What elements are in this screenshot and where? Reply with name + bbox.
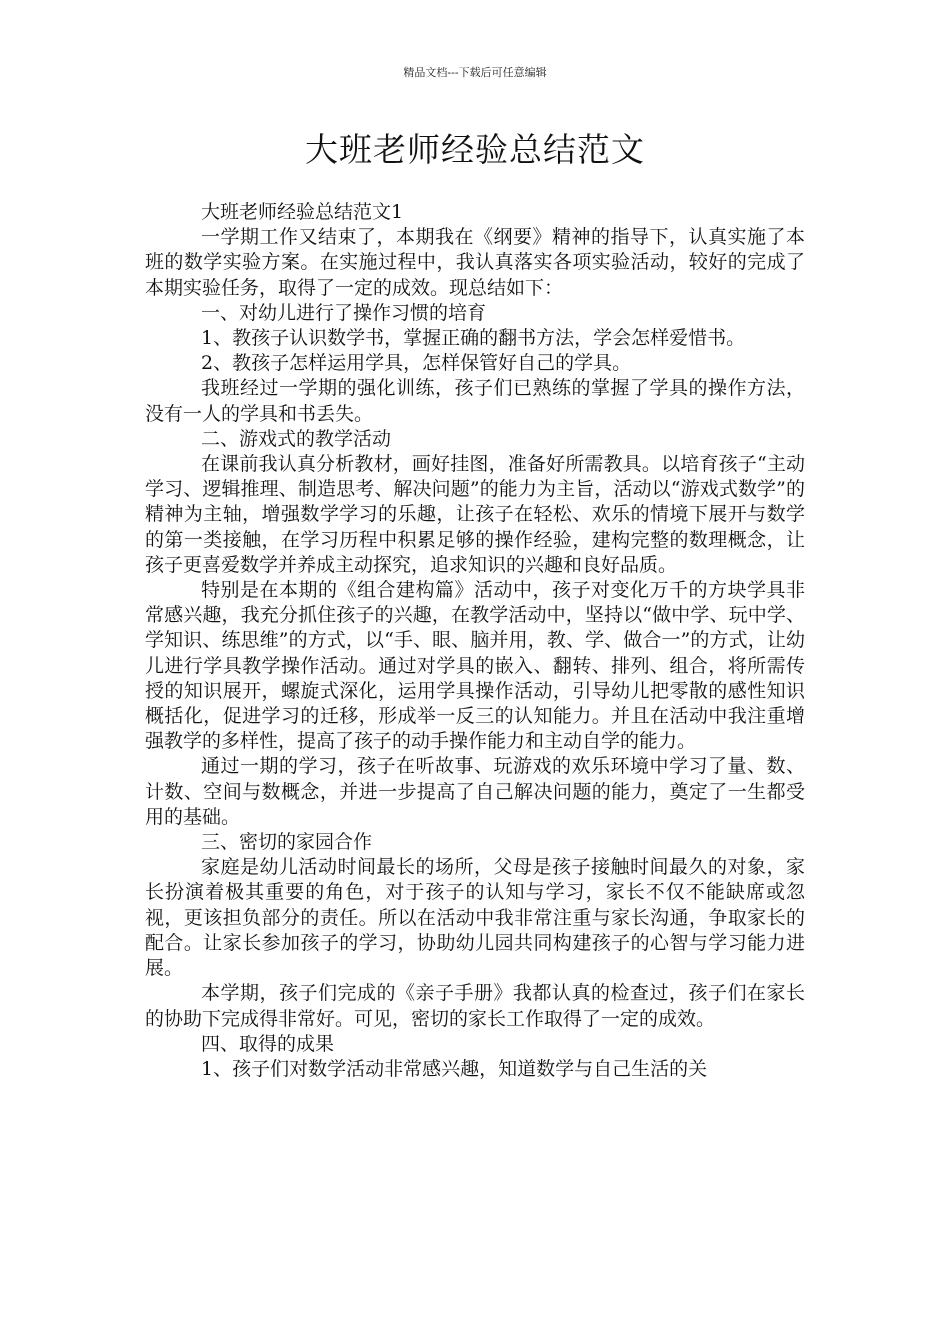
section-subtitle: 大班老师经验总结范文1 — [201, 201, 404, 223]
section-heading: 一、对幼儿进行了操作习惯的培育 — [201, 301, 487, 324]
list-item: 2、教孩子怎样运用学具，怎样保管好自己的学具。 — [201, 352, 632, 375]
section-heading: 二、游戏式的教学活动 — [201, 427, 392, 450]
body-paragraph: 本学期，孩子们完成的《亲子手册》我都认真的检查过，孩子们在家长的协助下完成得非常好。可见，密切的家长工作取得了一定的成效。 — [145, 982, 805, 1030]
body-paragraph: 我班经过一学期的强化训练，孩子们已熟练的掌握了学具的操作方法，没有一人的学具和书丢失。 — [145, 377, 805, 425]
body-paragraph: 家庭是幼儿活动时间最长的场所，父母是孩子接触时间最久的对象，家长扮演着极其重要的角色，对于孩子的认知与学习，家长不仅不能缺席或忽视，更该担负部分的责任。所以在活动中我非常注重与家长沟通，争取家长的配合。让家长参加孩子的学习，协助幼儿园共同构建孩子的心智与学习能力进展。 — [145, 856, 805, 980]
section-heading: 四、取得的成果 — [201, 1032, 335, 1055]
page-header: 精品文档---下载后可任意编辑 — [403, 66, 547, 79]
body-paragraph: 一学期工作又结束了，本期我在《纲要》精神的指导下，认真实施了本班的数学实验方案。在实施过程中，我认真落实各项实验活动，较好的完成了本期实验任务，取得了一定的成效。现总结如下： — [145, 226, 805, 299]
document-title: 大班老师经验总结范文 — [305, 130, 645, 169]
section-heading: 三、密切的家园合作 — [201, 831, 373, 854]
document-body — [145, 200, 805, 1082]
list-item: 1、孩子们对数学活动非常感兴趣，知道数学与自己生活的关 — [201, 1057, 708, 1080]
body-paragraph: 在课前我认真分析教材，画好挂图，准备好所需教具。以培育孩子“主动学习、逻辑推理、制造思考、解决问题”的能力为主旨，活动以“游戏式数学”的精神为主轴，增强数学学习的乐趣，让孩子在轻松、欢乐的情境下展开与数学的第一类接触，在学习历程中积累足够的操作经验，建构完整的数理概念，让孩子更喜爱数学并养成主动探究，追求知识的兴趣和良好品质。 — [145, 453, 805, 576]
body-paragraph: 特别是在本期的《组合建构篇》活动中，孩子对变化万千的方块学具非常感兴趣，我充分抓住孩子的兴趣，在教学活动中，坚持以“做中学、玩中学、学知识、练思维”的方式，以“手、眼、脑并用，教、学、做合一”的方式，让幼儿进行学具教学操作活动。通过对学具的嵌入、翻转、排列、组合，将所需传授的知识展开，螺旋式深化，运用学具操作活动，引导幼儿把零散的感性知识概括化，促进学习的迁移，形成举一反三的认知能力。并且在活动中我注重增强教学的多样性，提高了孩子的动手操作能力和主动自学的能力。 — [145, 579, 805, 753]
body-paragraph: 通过一期的学习，孩子在听故事、玩游戏的欢乐环境中学习了量、数、计数、空间与数概念，并进一步提高了自己解决问题的能力，奠定了一生都受用的基础。 — [145, 755, 805, 828]
list-item: 1、教孩子认识数学书，掌握正确的翻书方法，学会怎样爱惜书。 — [201, 327, 746, 350]
